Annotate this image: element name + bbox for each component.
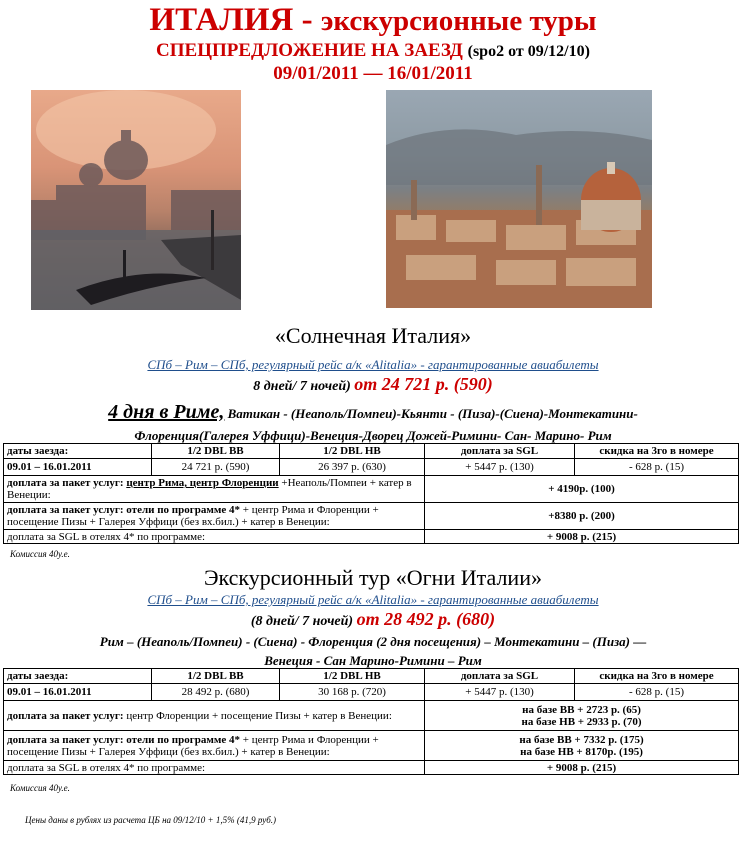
row-dbl-bb: 28 492 р. (680) <box>152 684 280 701</box>
spo-label: (spo2 от 09/12/10) <box>467 43 590 60</box>
table-row <box>4 530 739 544</box>
header-dbl-hb: 1/2 DBL HB <box>280 669 425 684</box>
table-row <box>4 731 739 761</box>
row-sgl: + 5447 р. (130) <box>425 459 575 476</box>
row-dbl-hb: 30 168 р. (720) <box>280 684 425 701</box>
header-sgl: доплата за SGL <box>425 444 575 459</box>
row-dbl-bb: 24 721 р. (590) <box>152 459 280 476</box>
pkg1-value: на базе ВВ + 2723 р. (65) на базе НВ + 2933 р. (70) <box>425 701 739 731</box>
table-row <box>4 459 739 476</box>
table-row <box>4 761 739 775</box>
table-header-row <box>4 669 739 684</box>
tour1-commission: Комиссия 40у.е. <box>10 549 70 559</box>
header-third-discount: скидка на 3го в номере <box>575 669 739 684</box>
florence-photo <box>386 90 652 308</box>
tour1-title: «Солнечная Италия» <box>274 323 472 348</box>
tour1-duration-line <box>0 374 746 397</box>
page-title-main: ИТАЛИЯ - <box>149 2 313 38</box>
table-header-row <box>4 444 739 459</box>
tour1-itinerary-1: Ватикан - (Неаполь/Помпеи)-Кьянти - (Пиза)-(Сиена)-Монтекатини- <box>227 406 638 421</box>
header-dates: даты заезда: <box>4 669 152 684</box>
prices-note: Цены даны в рублях из расчета ЦБ на 09/12/10 + 1,5% (41,9 руб.) <box>25 815 277 825</box>
page-title-tail: экскурсионные туры <box>320 5 597 37</box>
header-dbl-bb: 1/2 DBL BB <box>152 444 280 459</box>
venice-photo <box>31 90 241 310</box>
tour2-itinerary-line1: Рим – (Неаполь/Помпеи) - (Сиена) - Флоренция (2 дня посещения) – Монтекатини – (Пиза) — <box>99 634 647 649</box>
offer-dates: 09/01/2011 — 16/01/2011 <box>273 63 473 84</box>
tour2-price: от 28 492 р. (680) <box>356 609 496 629</box>
tour2-commission: Комиссия 40у.е. <box>10 783 70 793</box>
tour2-route-link[interactable]: СПб – Рим – СПб, регулярный рейс а/к «Alitalia» - гарантированные авиабилеты <box>147 592 599 607</box>
pkg2-value: на базе ВВ + 7332 р. (175) на базе НВ + 8170р. (195) <box>425 731 739 761</box>
tour1-days-rome: 4 дня в Риме, <box>108 401 225 423</box>
row-dbl-hb: 26 397 р. (630) <box>280 459 425 476</box>
row-dates: 09.01 – 16.01.2011 <box>4 459 152 476</box>
header-dbl-bb: 1/2 DBL BB <box>152 669 280 684</box>
tour2-duration-line <box>0 609 746 632</box>
tour1-itinerary-line1 <box>0 402 746 424</box>
row-third-discount: - 628 р. (15) <box>575 684 739 701</box>
sgl-label: доплата за SGL в отелях 4* по программе: <box>4 530 425 544</box>
tour1-route-link[interactable]: СПб – Рим – СПб, регулярный рейс а/к «Alitalia» - гарантированные авиабилеты <box>147 357 599 372</box>
row-third-discount: - 628 р. (15) <box>575 459 739 476</box>
special-offer-label: СПЕЦПРЕДЛОЖЕНИЕ НА ЗАЕЗД <box>156 40 463 61</box>
pkg1-label: доплата за пакет услуг: центр Рима, центр Флоренции +Неаполь/Помпеи + катер в Венеции: <box>4 476 425 503</box>
row-dates: 09.01 – 16.01.2011 <box>4 684 152 701</box>
header-dbl-hb: 1/2 DBL HB <box>280 444 425 459</box>
tour1-itinerary-line2: Флоренция(Галерея Уффици)-Венеция-Дворец Дожей-Римини- Сан- Марино- Рим <box>134 428 612 443</box>
header-third-discount: скидка на 3го в номере <box>575 444 739 459</box>
sgl-value: + 9008 р. (215) <box>425 761 739 775</box>
row-sgl: + 5447 р. (130) <box>425 684 575 701</box>
pkg2-value: +8380 р. (200) <box>425 503 739 530</box>
table-row <box>4 701 739 731</box>
page-title <box>0 2 746 39</box>
tour1-price: от 24 721 р. (590) <box>354 374 493 394</box>
pkg2-label: доплата за пакет услуг: отели по программе 4* + центр Рима и Флоренции + посещение Пизы + Галерея Уффици (без вх.бил.) + катер в Венеции: <box>4 503 425 530</box>
table-row <box>4 684 739 701</box>
pkg1-label: доплата за пакет услуг: центр Флоренции + посещение Пизы + катер в Венеции: <box>4 701 425 731</box>
tour1-price-table <box>3 443 739 544</box>
header-dates: даты заезда: <box>4 444 152 459</box>
sgl-label: доплата за SGL в отелях 4* по программе: <box>4 761 425 775</box>
tour2-duration: (8 дней/ 7 ночей) <box>250 614 354 629</box>
tour2-title: Экскурсионный тур «Огни Италии» <box>204 565 542 590</box>
tour2-price-table <box>3 668 739 775</box>
tour1-duration: 8 дней/ 7 ночей) <box>253 379 351 394</box>
pkg2-label: доплата за пакет услуг: отели по программе 4* + центр Рима и Флоренции + посещение Пизы + Галерея Уффици (без вх.бил.) + катер в Венеции: <box>4 731 425 761</box>
table-row <box>4 476 739 503</box>
header-sgl: доплата за SGL <box>425 669 575 684</box>
special-offer-line <box>0 40 746 63</box>
tour2-itinerary-line2: Венеция - Сан Марино-Римини – Рим <box>264 653 482 668</box>
pkg1-value: + 4190р. (100) <box>425 476 739 503</box>
table-row <box>4 503 739 530</box>
sgl-value: + 9008 р. (215) <box>425 530 739 544</box>
